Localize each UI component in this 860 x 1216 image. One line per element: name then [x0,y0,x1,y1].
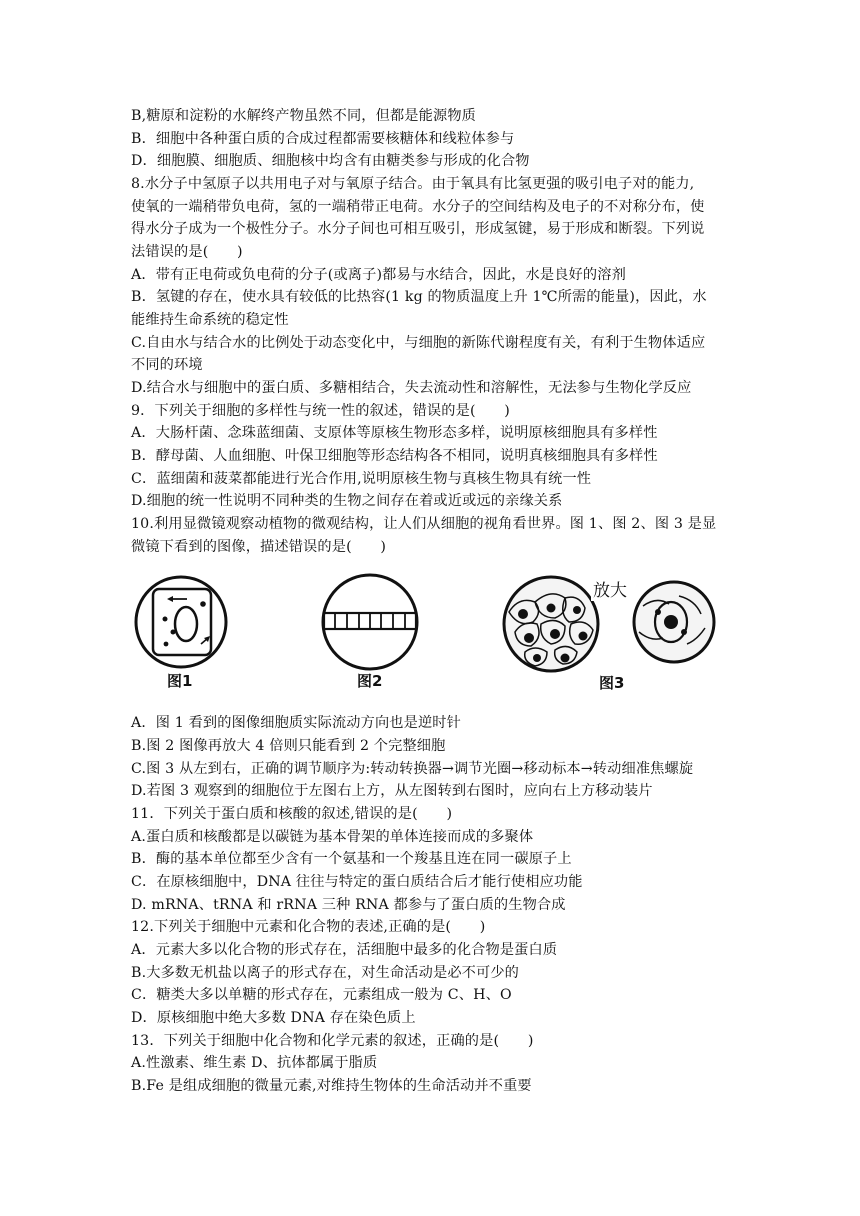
text-line: 能维持生命系统的稳定性 [131,312,289,328]
text-line: 使氧的一端稍带负电荷，氢的一端稍带正电荷。水分子的空间结构及电子的不对称分布，使 [131,199,705,215]
option-a: A．带有正电荷或负电荷的分子(或离子)都易与水结合，因此，水是良好的溶剂 [131,267,626,283]
question-8-stem: 8.水分子中氢原子以共用电子对与氧原子结合。由于氧具有比氢更强的吸引电子对的能力, [131,176,695,192]
text-line: 法错误的是( ) [131,244,243,260]
option-c: C.图 3 从左到右，正确的调节顺序为:转动转换器→调节光圈→移动标本→转动细准焦螺旋 [131,761,694,777]
option-c: C．在原核细胞中，DNA 往往与特定的蛋白质结合后才能行使相应功能 [131,874,583,890]
option-a: A．大肠杆菌、念珠蓝细菌、支原体等原核生物形态多样，说明原核细胞具有多样性 [131,425,658,441]
enlarge-label: 放大 [591,576,629,601]
option-a: A.蛋白质和核酸都是以碳链为基本骨架的单体连接而成的多聚体 [131,829,534,845]
text-line: D．细胞膜、细胞质、细胞核中均含有由糖类参与形成的化合物 [131,153,530,169]
text-line: 得水分子成为一个极性分子。水分子间也可相互吸引，形成氢键，易于形成和断裂。下列说 [131,221,705,237]
figure-2-caption: 图2 [357,672,383,690]
option-b: B．酶的基本单位都至少含有一个氨基和一个羧基且连在同一碳原子上 [131,851,572,867]
question-9-stem: 9．下列关于细胞的多样性与统一性的叙述，错误的是( ) [131,403,510,419]
option-d: D.结合水与细胞中的蛋白质、多糖相结合，失去流动性和溶解性，无法参与生物化学反应 [131,380,692,396]
question-13-stem: 13．下列关于细胞中化合物和化学元素的叙述，正确的是( ) [131,1033,534,1049]
figure-3-caption: 图3 [599,674,625,692]
text-line: B．细胞中各种蛋白质的合成过程都需要核糖体和线粒体参与 [131,131,515,147]
option-d: D.细胞的统一性说明不同种类的生物之间存在着或近或远的亲缘关系 [131,493,563,509]
option-b: B．氢键的存在，使水具有较低的比热容(1 kg 的物质温度上升 1℃所需的能量)，因此，水 [131,289,707,305]
option-d: D.若图 3 观察到的细胞位于左图右上方，从左图转到右图时，应向右上方移动装片 [131,783,653,799]
option-a: A．元素大多以化合物的形式存在，活细胞中最多的化合物是蛋白质 [131,942,558,958]
question-10-stem: 10.利用显微镜观察动植物的微观结构，让人们从细胞的视角看世界。图 1、图 2、图 3 是显 [131,516,717,532]
question-12-stem: 12.下列关于细胞中元素和化合物的表述,正确的是( ) [131,919,486,935]
text-line: 微镜下看到的图像，描述错误的是( ) [131,539,387,555]
option-c: C．糖类大多以单糖的形式存在，元素组成一般为 C、H、O [131,987,512,1003]
text-line: 不同的环境 [131,357,203,373]
figure-3-right-drawing [634,582,714,662]
option-b: B.大多数无机盐以离子的形式存在，对生命活动是必不可少的 [131,965,520,981]
question-11-stem: 11．下列关于蛋白质和核酸的叙述,错误的是( ) [131,806,453,822]
figure-1-drawing [136,577,226,667]
option-a: A.性激素、维生素 D、抗体都属于脂质 [131,1055,378,1071]
microscope-figures [131,572,731,697]
figure-3-left-drawing [504,577,598,671]
option-b: B.图 2 图像再放大 4 倍则只能看到 2 个完整细胞 [131,738,446,754]
option-c: C．蓝细菌和菠菜都能进行光合作用,说明原核生物与真核生物具有统一性 [131,471,592,487]
text-line: B,糖原和淀粉的水解终产物虽然不同，但都是能源物质 [131,108,476,124]
option-d: D. mRNA、tRNA 和 rRNA 三种 RNA 都参与了蛋白质的生物合成 [131,897,566,913]
option-d: D．原核细胞中绝大多数 DNA 存在染色质上 [131,1010,416,1026]
figure-illustration [131,572,731,697]
option-c: C.自由水与结合水的比例处于动态变化中，与细胞的新陈代谢程度有关，有利于生物体适应 [131,335,706,351]
figure-2-drawing [323,575,417,669]
figure-1-caption: 图1 [167,672,193,690]
option-b: B.Fe 是组成细胞的微量元素,对维持生物体的生命活动并不重要 [131,1078,532,1094]
option-a: A．图 1 看到的图像细胞质实际流动方向也是逆时针 [131,715,461,731]
option-b: B．酵母菌、人血细胞、叶保卫细胞等形态结构各不相同，说明真核细胞具有多样性 [131,448,658,464]
